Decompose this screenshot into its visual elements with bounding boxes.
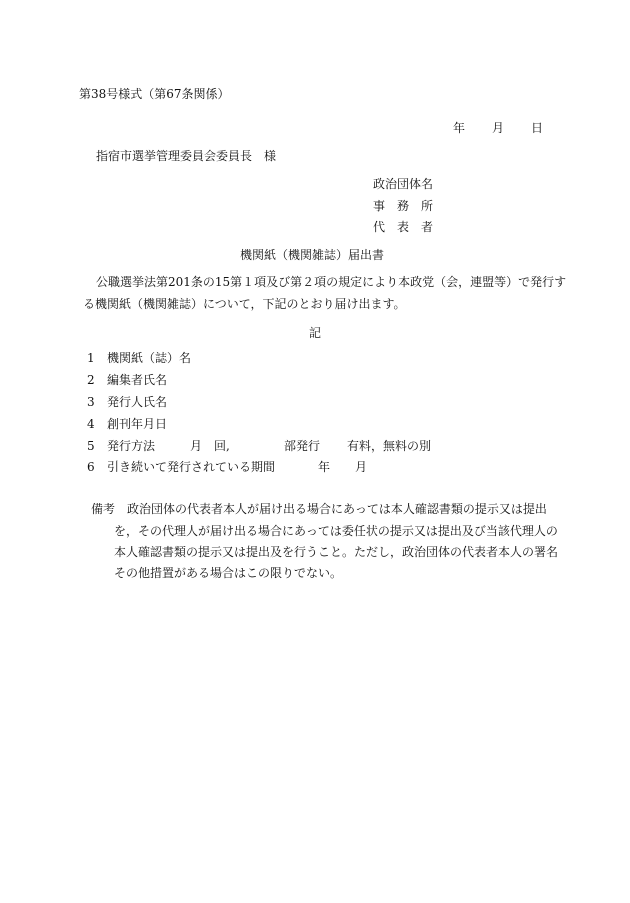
applicant-representative-label: 代 表 者: [373, 220, 434, 234]
item-4: [87, 418, 167, 430]
date-day: 日: [531, 121, 544, 135]
item-label: 編集者氏名: [107, 373, 168, 387]
item-number: 5: [87, 439, 95, 453]
item-number: 2: [87, 373, 95, 387]
item-5-month-count: 月 回,: [190, 439, 230, 453]
item-label: 引き続いて発行されている期間: [107, 460, 276, 474]
note-line-2: を，その代理人が届け出る場合にあっては委任状の提示又は提出及び当該代理人の: [114, 524, 558, 538]
date-line: [453, 122, 543, 134]
item-3: [87, 396, 167, 408]
item-label: 創刊年月日: [107, 417, 168, 431]
item-label: 発行方法: [107, 439, 156, 453]
item-5-copies: 部発行: [284, 439, 321, 453]
note-line-3: 本人確認書類の提示又は提出及を行うこと。ただし，政治団体の代表者本人の署名: [114, 545, 559, 559]
ki-heading: 記: [309, 326, 322, 340]
note-line-4: その他措置がある場合はこの限りでない。: [114, 566, 343, 580]
form-number: 第38号様式（第67条関係）: [79, 87, 230, 101]
item-2: [87, 374, 167, 386]
item-number: 1: [87, 351, 95, 365]
item-5: [87, 439, 432, 453]
item-number: 6: [87, 460, 95, 474]
item-label: 発行人氏名: [107, 395, 168, 409]
item-1: [87, 352, 191, 364]
body-text-line-2: る機関紙（機関雑誌）について，下記のとおり届け出ます。: [83, 297, 406, 311]
applicant-office-label: 事 務 所: [373, 199, 434, 213]
note-line-1: 政治団体の代表者本人が届け出る場合にあっては本人確認書類の提示又は提出: [127, 502, 547, 516]
item-6-year: 年: [318, 460, 331, 474]
date-month: 月: [492, 121, 505, 135]
body-text-line-1: 公職選挙法第201条の15第１項及び第２項の規定により本政党（会，連盟等）で発行す: [96, 275, 567, 289]
document-title: 機関紙（機関雑誌）届出書: [240, 248, 385, 262]
item-6: [87, 460, 368, 474]
item-number: 3: [87, 395, 95, 409]
applicant-org-name-label: 政治団体名: [373, 177, 434, 191]
addressee: 指宿市選挙管理委員会委員長 様: [96, 149, 277, 163]
note-label: 備考: [91, 502, 116, 516]
item-5-paid: 有料，無料の別: [347, 439, 432, 453]
date-year: 年: [453, 121, 466, 135]
item-label: 機関紙（誌）名: [107, 351, 192, 365]
item-number: 4: [87, 417, 95, 431]
item-6-month: 月: [355, 460, 368, 474]
